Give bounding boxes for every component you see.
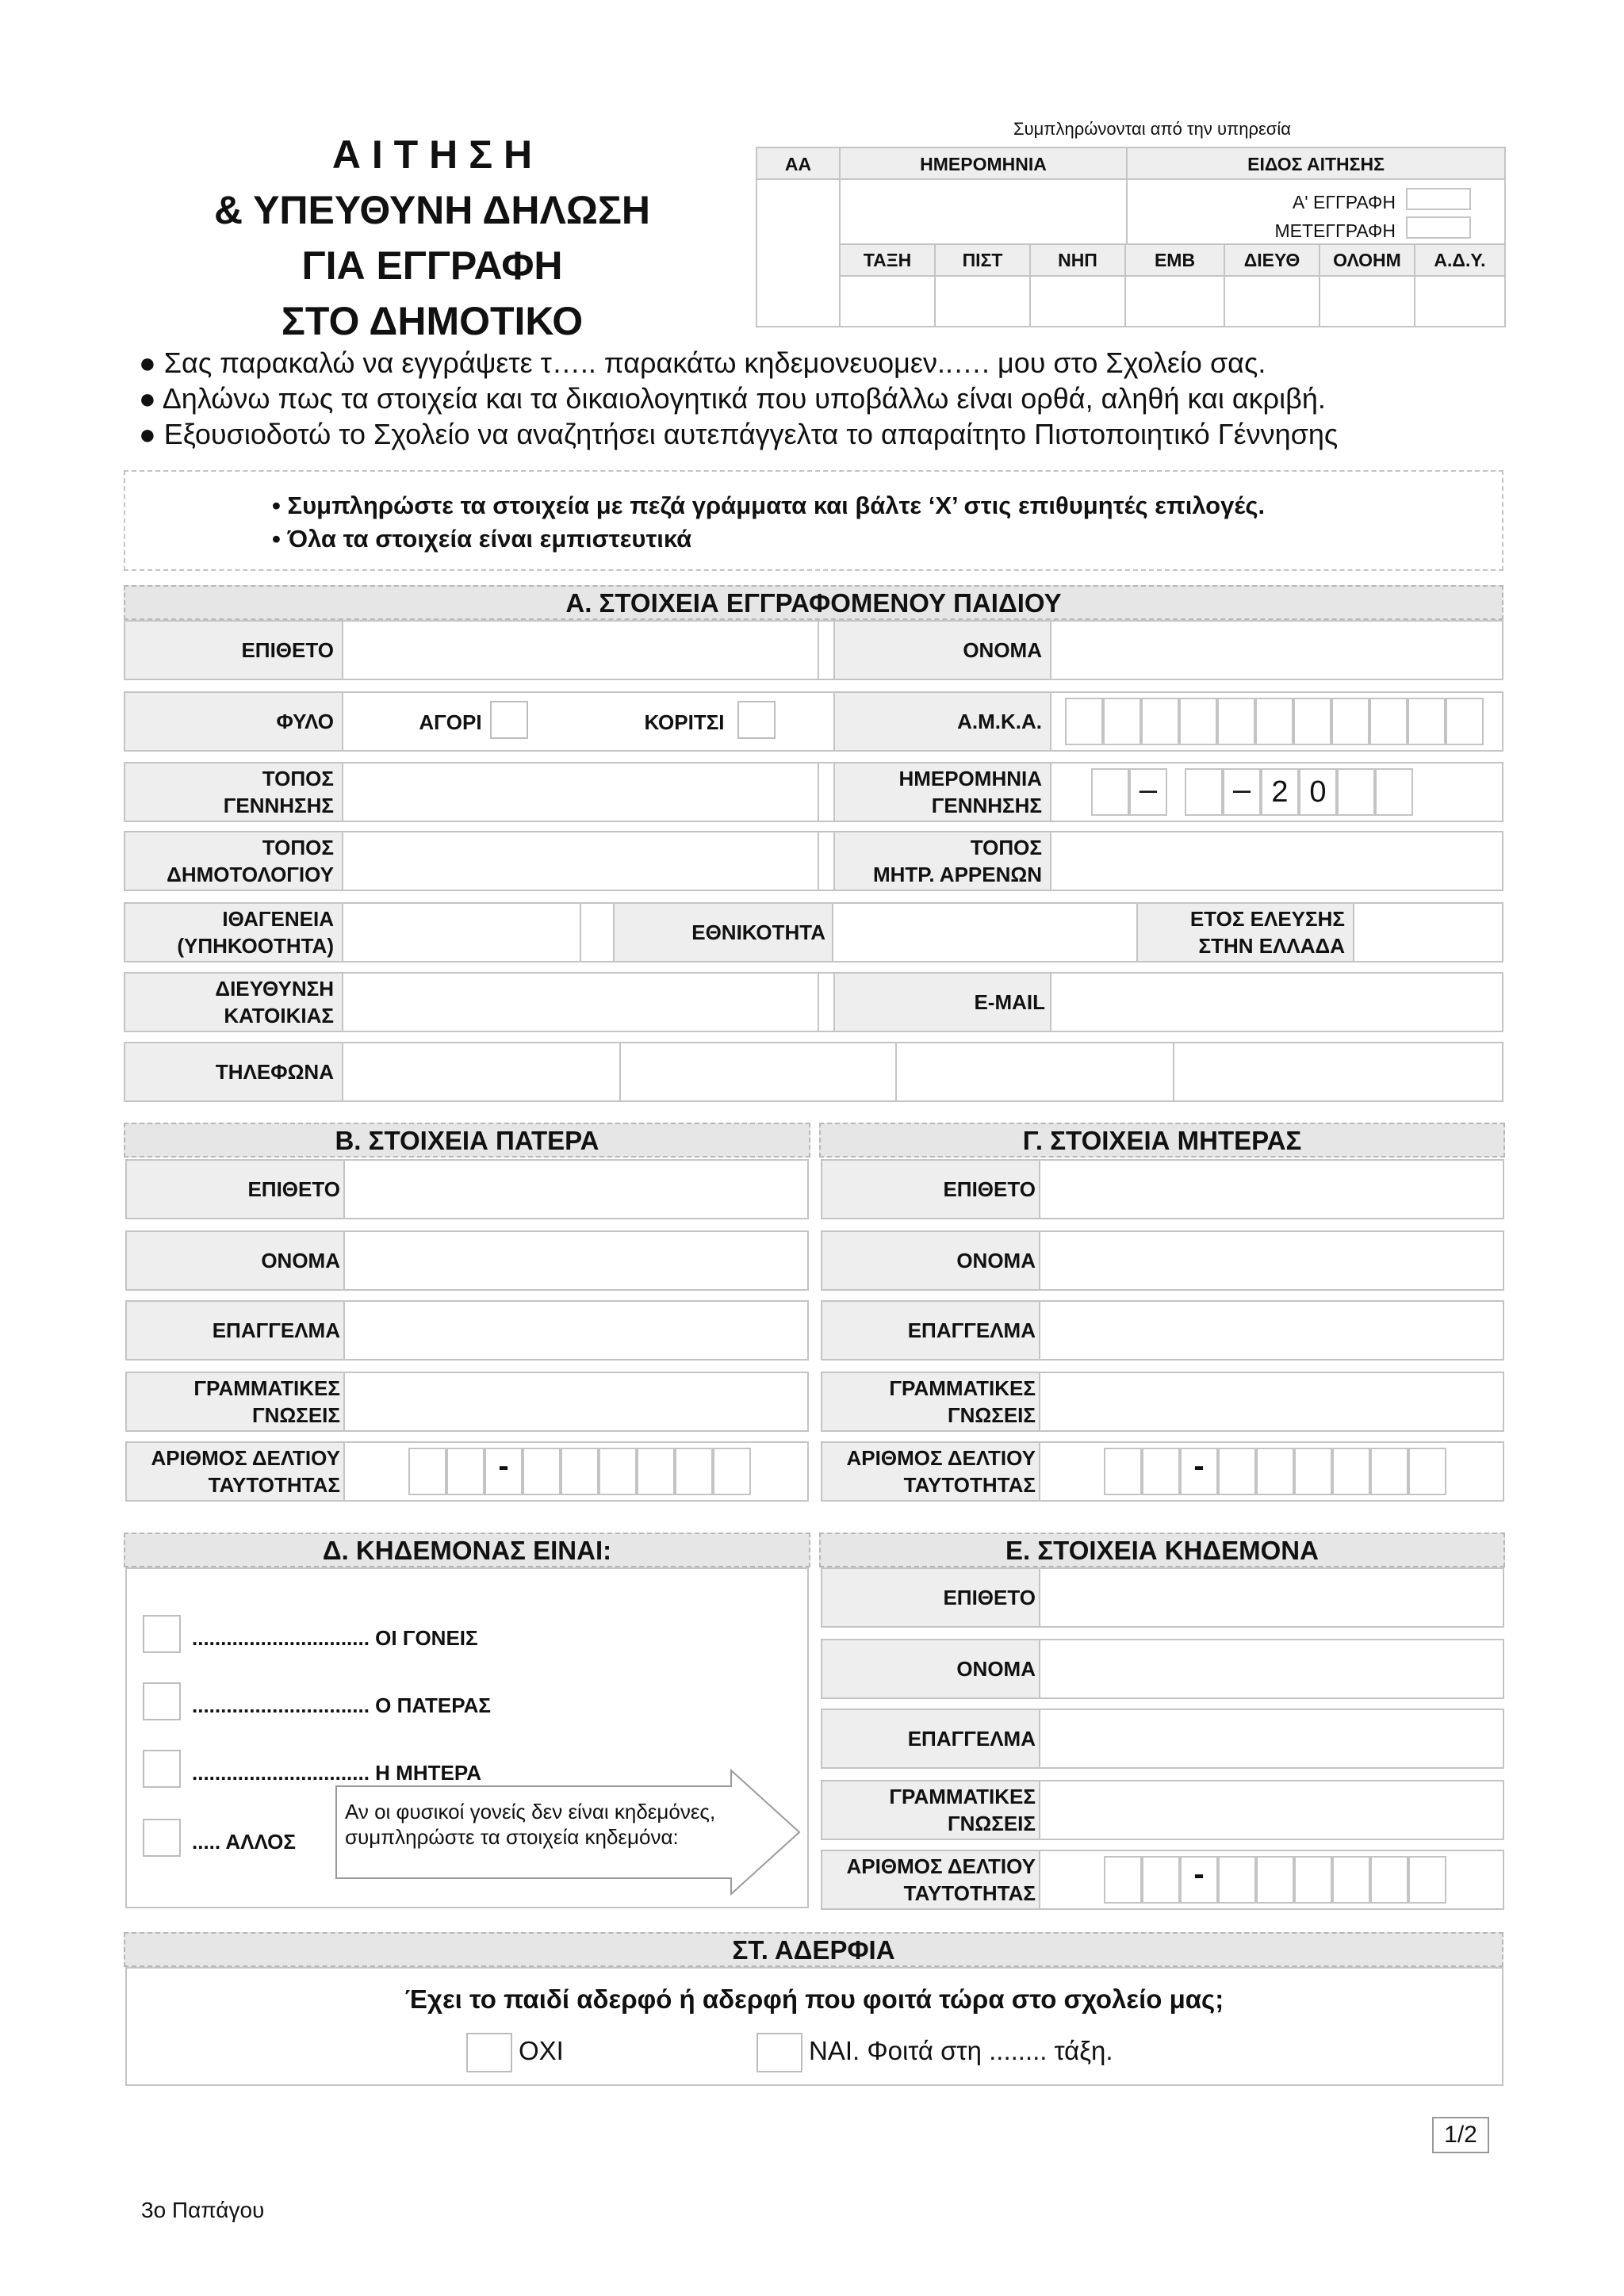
mother-id-field[interactable] bbox=[1104, 1448, 1453, 1495]
section-b-header: Β. ΣΤΟΙΧΕΙΑ ΠΑΤΕΡΑ bbox=[124, 1123, 810, 1158]
mother-surname-label: ΕΠΙΘΕΤΟ bbox=[822, 1161, 1040, 1218]
service-header-aa: ΑΑ bbox=[757, 148, 841, 180]
address-row bbox=[124, 972, 1503, 1032]
service-col-header: ΟΛΟΗΜ bbox=[1320, 243, 1415, 277]
guardian-name-field[interactable] bbox=[1040, 1640, 1503, 1697]
service-columns bbox=[841, 243, 1504, 326]
guardian-surname-row bbox=[821, 1567, 1504, 1628]
father-block bbox=[125, 1159, 809, 1500]
guardian-surname-label: ΕΠΙΘΕΤΟ bbox=[822, 1569, 1040, 1626]
father-id-field[interactable] bbox=[408, 1448, 757, 1495]
service-col-field[interactable] bbox=[1225, 277, 1320, 326]
phones-row bbox=[124, 1042, 1503, 1102]
guardian-job-field[interactable] bbox=[1040, 1710, 1503, 1767]
guardian-name-row bbox=[821, 1639, 1504, 1699]
guardian-id-digit-box[interactable] bbox=[1142, 1856, 1180, 1904]
mother-surname-field[interactable] bbox=[1040, 1161, 1503, 1218]
amka-digit-box[interactable] bbox=[1331, 698, 1369, 745]
siblings-question: Έχει το παιδί αδερφό ή αδερφή που φοιτά τώρα στο σχολείο μας; bbox=[404, 1984, 1224, 2014]
mother-job-label: ΕΠΑΓΓΕΛΜΑ bbox=[822, 1302, 1040, 1359]
service-header-date: ΗΜΕΡΟΜΗΝΙΑ bbox=[841, 148, 1128, 180]
citizenship-row bbox=[124, 902, 1503, 962]
amka-digit-box[interactable] bbox=[1293, 698, 1331, 745]
child-gender-label: ΦΥΛΟ bbox=[125, 693, 343, 750]
intro-statements bbox=[139, 345, 1606, 452]
service-col-field[interactable] bbox=[1415, 277, 1504, 326]
ethnicity-label: ΕΘΝΙΚΟΤΗΤΑ bbox=[613, 904, 833, 961]
citizenship-label: ΙΘΑΓΕΝΕΙΑ (ΥΠΗΚΟΟΤΗΤΑ) bbox=[125, 904, 343, 961]
ethnicity-field[interactable] bbox=[833, 904, 1143, 961]
guardian-parents-label: ............................... ΟΙ ΓΟΝΕΙΣ bbox=[192, 1626, 478, 1650]
guardian-job-row bbox=[821, 1709, 1504, 1769]
type-transfer-checkbox[interactable] bbox=[1406, 216, 1471, 239]
guardian-father-label: ............................... Ο ΠΑΤΕΡΑΣ bbox=[192, 1693, 492, 1717]
mother-id-digit-box[interactable] bbox=[1256, 1448, 1294, 1495]
mother-id-digit-box[interactable] bbox=[1218, 1448, 1256, 1495]
child-surname-label: ΕΠΙΘΕΤΟ bbox=[125, 622, 343, 679]
father-job-row bbox=[125, 1300, 809, 1360]
service-col-header: ΠΙΣΤ bbox=[936, 243, 1031, 277]
male-registry-field[interactable] bbox=[1051, 832, 1502, 890]
mother-education-row bbox=[821, 1372, 1504, 1432]
amka-digit-box[interactable] bbox=[1065, 698, 1103, 745]
guardian-id-digit-box[interactable] bbox=[1256, 1856, 1294, 1904]
mother-education-field[interactable] bbox=[1040, 1373, 1503, 1430]
service-col-field[interactable] bbox=[1031, 277, 1126, 326]
type-first-registration-label: Α' ΕΓΓΡΑΦΗ bbox=[1292, 192, 1396, 212]
address-field[interactable] bbox=[343, 974, 819, 1031]
guardian-note: Αν οι φυσικοί γονείς δεν είναι κηδεμόνες, συμπληρώστε τα στοιχεία κηδεμόνα: bbox=[345, 1800, 716, 1849]
siblings-no-checkbox[interactable] bbox=[466, 2033, 512, 2072]
guardian-other-checkbox[interactable] bbox=[143, 1819, 181, 1857]
service-header-type: ΕΙΔΟΣ ΑΙΤΗΣΗΣ bbox=[1247, 154, 1385, 174]
child-surname-row bbox=[124, 620, 1503, 680]
father-surname-row bbox=[125, 1159, 809, 1219]
email-field[interactable] bbox=[1051, 974, 1502, 1031]
mother-education-label: ΓΡΑΜΜΑΤΙΚΕΣ ΓΝΩΣΕΙΣ bbox=[822, 1373, 1040, 1430]
phone-field-1[interactable] bbox=[343, 1043, 621, 1100]
page-number: 1/2 bbox=[1432, 2117, 1489, 2153]
amka-digit-box[interactable] bbox=[1255, 698, 1293, 745]
intro-line-3: ● Εξουσιοδοτώ το Σχολείο να αναζητήσει αυτεπάγγελτα το απαραίτητο Πιστοποιητικό Γέννησης bbox=[139, 418, 1339, 450]
mother-block bbox=[821, 1159, 1504, 1500]
section-st-header: ΣΤ. ΑΔΕΡΦΙΑ bbox=[124, 1932, 1503, 1967]
amka-digit-box[interactable] bbox=[1408, 698, 1446, 745]
father-id-digit-box[interactable] bbox=[561, 1448, 599, 1495]
mother-job-field[interactable] bbox=[1040, 1302, 1503, 1359]
father-education-label: ΓΡΑΜΜΑΤΙΚΕΣ ΓΝΩΣΕΙΣ bbox=[127, 1373, 345, 1430]
phone-field-2[interactable] bbox=[621, 1043, 897, 1100]
father-surname-field[interactable] bbox=[345, 1161, 807, 1218]
father-id-digit-box[interactable] bbox=[446, 1448, 485, 1495]
guardian-id-digit-box[interactable] bbox=[1370, 1856, 1408, 1904]
father-id-row bbox=[125, 1441, 809, 1502]
phone-field-3[interactable] bbox=[897, 1043, 1174, 1100]
child-gender-row bbox=[124, 691, 1503, 752]
citizenship-field[interactable] bbox=[343, 904, 581, 961]
amka-digit-box[interactable] bbox=[1217, 698, 1255, 745]
amka-digit-box[interactable] bbox=[1141, 698, 1179, 745]
guardian-surname-field[interactable] bbox=[1040, 1569, 1503, 1626]
child-name-field[interactable] bbox=[1051, 622, 1502, 679]
guardian-id-row bbox=[821, 1850, 1504, 1910]
type-transfer-label: ΜΕΤΕΓΓΡΑΦΗ bbox=[1274, 220, 1396, 241]
arrival-year-field[interactable] bbox=[1354, 904, 1502, 961]
guardian-id-field[interactable] bbox=[1104, 1856, 1453, 1904]
father-education-field[interactable] bbox=[345, 1373, 807, 1430]
guardian-id-digit-box[interactable] bbox=[1104, 1856, 1142, 1904]
guardian-block bbox=[821, 1567, 1504, 1908]
father-id-digit-box[interactable] bbox=[523, 1448, 561, 1495]
mother-id-label: ΑΡΙΘΜΟΣ ΔΕΛΤΙΟΥ ΤΑΥΤΟΤΗΤΑΣ bbox=[822, 1443, 1040, 1500]
guardian-id-digit-box[interactable] bbox=[1294, 1856, 1332, 1904]
mother-id-digit-box[interactable] bbox=[1332, 1448, 1370, 1495]
guardian-id-label: ΑΡΙΘΜΟΣ ΔΕΛΤΙΟΥ ΤΑΥΤΟΤΗΤΑΣ bbox=[822, 1851, 1040, 1908]
notice-line-1: • Συμπληρώστε τα στοιχεία με πεζά γράμματα και βάλτε ‘Χ’ στις επιθυμητές επιλογές. bbox=[272, 492, 1266, 519]
father-name-label: ΟΝΟΜΑ bbox=[127, 1232, 345, 1289]
type-first-registration-checkbox[interactable] bbox=[1406, 188, 1471, 210]
boy-checkbox[interactable] bbox=[490, 701, 528, 739]
father-surname-label: ΕΠΙΘΕΤΟ bbox=[127, 1161, 345, 1218]
mother-job-row bbox=[821, 1300, 1504, 1360]
birth-row bbox=[124, 762, 1503, 822]
guardian-parents-checkbox[interactable] bbox=[143, 1615, 181, 1653]
guardian-other-label: ..... ΑΛΛΟΣ bbox=[192, 1830, 296, 1854]
mother-id-digit-box[interactable] bbox=[1104, 1448, 1142, 1495]
siblings-box bbox=[125, 1967, 1503, 2086]
intro-line-1: ● Σας παρακαλώ να εγγράψετε τ….. παρακάτω κηδεμονευομεν..…. μου στο Σχολείο σας. bbox=[139, 346, 1266, 379]
guardian-mother-label: ............................... Η ΜΗΤΕΡΑ bbox=[192, 1761, 482, 1785]
mother-surname-row bbox=[821, 1159, 1504, 1219]
phone-field-4[interactable] bbox=[1174, 1043, 1502, 1100]
service-col-header: ΔΙΕΥΘ bbox=[1225, 243, 1320, 277]
boy-label: ΑΓΟΡΙ bbox=[419, 710, 482, 734]
service-col-field[interactable] bbox=[841, 277, 936, 326]
guardian-job-label: ΕΠΑΓΓΕΛΜΑ bbox=[822, 1710, 1040, 1767]
amka-label: Α.Μ.Κ.Α. bbox=[833, 693, 1051, 750]
girl-label: ΚΟΡΙΤΣΙ bbox=[644, 710, 725, 734]
footer-school: 3ο Παπάγου bbox=[141, 2198, 265, 2222]
mother-id-digit-box[interactable]: - bbox=[1180, 1448, 1218, 1495]
girl-checkbox[interactable] bbox=[737, 701, 776, 739]
title-line-3: ΓΙΑ ΕΓΓΡΑΦΗ bbox=[301, 243, 563, 288]
service-col-field[interactable] bbox=[1126, 277, 1225, 326]
service-col-field[interactable] bbox=[936, 277, 1031, 326]
mother-id-digit-box[interactable] bbox=[1142, 1448, 1180, 1495]
guardian-name-label: ΟΝΟΜΑ bbox=[822, 1640, 1040, 1697]
registry-field[interactable] bbox=[343, 832, 819, 890]
guardian-type-box bbox=[125, 1567, 809, 1908]
section-a-header: Α. ΣΤΟΙΧΕΙΑ ΕΓΓΡΑΦΟΜΕΝΟΥ ΠΑΙΔΙΟΥ bbox=[124, 585, 1503, 620]
guardian-id-digit-box[interactable] bbox=[1408, 1856, 1446, 1904]
service-col-header: ΕΜΒ bbox=[1126, 243, 1225, 277]
guardian-education-label: ΓΡΑΜΜΑΤΙΚΕΣ ΓΝΩΣΕΙΣ bbox=[822, 1781, 1040, 1839]
guardian-id-digit-box[interactable] bbox=[1218, 1856, 1256, 1904]
title-line-1: Α Ι Τ Η Σ Η bbox=[331, 132, 533, 177]
child-name-label: ΟΝΟΜΑ bbox=[833, 622, 1051, 679]
amka-digit-box[interactable] bbox=[1103, 698, 1141, 745]
father-id-digit-box[interactable] bbox=[637, 1448, 675, 1495]
service-col-header: ΤΑΞΗ bbox=[841, 243, 936, 277]
registry-row bbox=[124, 831, 1503, 891]
mother-id-digit-box[interactable] bbox=[1294, 1448, 1332, 1495]
section-d-header: Δ. ΚΗΔΕΜΟΝΑΣ ΕΙΝΑΙ: bbox=[124, 1533, 810, 1567]
siblings-no-label: ΟΧΙ bbox=[519, 2036, 564, 2065]
address-label: ΔΙΕΥΘΥΝΣΗ ΚΑΤΟΙΚΙΑΣ bbox=[125, 974, 343, 1031]
intro-line-2: ● Δηλώνω πως τα στοιχεία και τα δικαιολογητικά που υποβάλλω είναι ορθά, αληθή και ακριβή. bbox=[139, 382, 1326, 415]
father-id-digit-box[interactable] bbox=[599, 1448, 637, 1495]
guardian-education-row bbox=[821, 1780, 1504, 1840]
service-col-header: ΝΗΠ bbox=[1031, 243, 1126, 277]
birthplace-field[interactable] bbox=[343, 763, 819, 821]
notice-box bbox=[124, 470, 1503, 571]
section-e-header: Ε. ΣΤΟΙΧΕΙΑ ΚΗΔΕΜΟΝΑ bbox=[819, 1533, 1505, 1567]
amka-digit-box[interactable] bbox=[1446, 698, 1484, 745]
mother-name-field[interactable] bbox=[1040, 1232, 1503, 1289]
amka-digit-boxes[interactable] bbox=[1065, 698, 1485, 745]
notice-line-2: • Όλα τα στοιχεία είναι εμπιστευτικά bbox=[272, 525, 692, 553]
amka-digit-box[interactable] bbox=[1369, 698, 1408, 745]
mother-name-row bbox=[821, 1230, 1504, 1291]
father-id-label: ΑΡΙΘΜΟΣ ΔΕΛΤΙΟΥ ΤΑΥΤΟΤΗΤΑΣ bbox=[127, 1443, 345, 1500]
male-registry-label: ΤΟΠΟΣ ΜΗΤΡ. ΑΡΡΕΝΩΝ bbox=[833, 832, 1051, 890]
amka-digit-box[interactable] bbox=[1179, 698, 1217, 745]
father-id-digit-box[interactable] bbox=[408, 1448, 446, 1495]
father-name-row bbox=[125, 1230, 809, 1291]
guardian-id-digit-box[interactable] bbox=[1332, 1856, 1370, 1904]
birthplace-label: ΤΟΠΟΣ ΓΕΝΝΗΣΗΣ bbox=[125, 763, 343, 821]
guardian-father-checkbox[interactable] bbox=[143, 1682, 181, 1720]
service-col-field[interactable] bbox=[1320, 277, 1415, 326]
title-line-4: ΣΤΟ ΔΗΜΟΤΙΚΟ bbox=[281, 299, 584, 343]
form-title bbox=[182, 127, 682, 349]
father-id-digit-box[interactable] bbox=[675, 1448, 713, 1495]
father-job-label: ΕΠΑΓΓΕΛΜΑ bbox=[127, 1302, 345, 1359]
mother-name-label: ΟΝΟΜΑ bbox=[822, 1232, 1040, 1289]
phones-label: ΤΗΛΕΦΩΝΑ bbox=[125, 1043, 343, 1100]
service-col-header: Α.Δ.Υ. bbox=[1434, 250, 1486, 270]
guardian-mother-checkbox[interactable] bbox=[143, 1750, 181, 1788]
arrival-year-label: ΕΤΟΣ ΕΛΕΥΣΗΣ ΣΤΗΝ ΕΛΛΑΔΑ bbox=[1136, 904, 1354, 961]
service-box bbox=[756, 147, 1506, 327]
mother-id-row bbox=[821, 1441, 1504, 1502]
guardian-id-digit-box[interactable]: - bbox=[1180, 1856, 1218, 1904]
service-caption: Συμπληρώνονται από την υπηρεσία bbox=[1013, 119, 1291, 139]
father-id-digit-box[interactable] bbox=[713, 1448, 751, 1495]
father-job-field[interactable] bbox=[345, 1302, 807, 1359]
birthdate-label: ΗΜΕΡΟΜΗΝΙΑ ΓΕΝΝΗΣΗΣ bbox=[833, 763, 1051, 821]
siblings-yes-checkbox[interactable] bbox=[756, 2033, 802, 2072]
mother-id-digit-box[interactable] bbox=[1408, 1448, 1446, 1495]
father-id-digit-box[interactable]: - bbox=[485, 1448, 523, 1495]
father-name-field[interactable] bbox=[345, 1232, 807, 1289]
birthdate-field[interactable]: – – 2 0 bbox=[1091, 768, 1472, 816]
mother-id-digit-box[interactable] bbox=[1370, 1448, 1408, 1495]
title-line-2: & ΥΠΕΥΘΥΝΗ ΔΗΛΩΣΗ bbox=[213, 188, 651, 232]
registry-label: ΤΟΠΟΣ ΔΗΜΟΤΟΛΟΓΙΟΥ bbox=[125, 832, 343, 890]
section-c-header: Γ. ΣΤΟΙΧΕΙΑ ΜΗΤΕΡΑΣ bbox=[819, 1123, 1505, 1158]
child-surname-field[interactable] bbox=[343, 622, 819, 679]
father-education-row bbox=[125, 1372, 809, 1432]
email-label: E-MAIL bbox=[833, 974, 1051, 1031]
guardian-education-field[interactable] bbox=[1040, 1781, 1503, 1839]
siblings-yes-label: ΝΑΙ. Φοιτά στη ........ τάξη. bbox=[809, 2036, 1113, 2065]
